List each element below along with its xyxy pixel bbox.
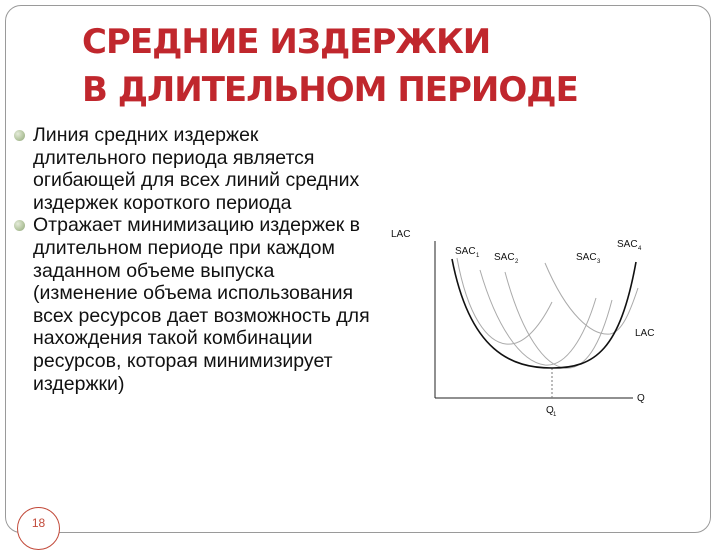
page-number-badge bbox=[17, 507, 60, 550]
sac-4-label-sub: 4 bbox=[638, 246, 642, 252]
page-number: 18 bbox=[31, 516, 46, 530]
q1-label-main: Q bbox=[546, 405, 554, 416]
y-axis-label: LAC bbox=[391, 229, 411, 240]
sac-3-curve bbox=[505, 272, 612, 368]
bullet-text: Линия средних издержек длительного периода является огибающей для всех линий средних издержек короткого периода bbox=[33, 124, 360, 214]
title-line-2: В ДЛИТЕЛЬНОМ ПЕРИОДЕ bbox=[82, 70, 578, 110]
sac-4-label-main: SAC bbox=[617, 239, 638, 250]
sac-2-label bbox=[494, 252, 519, 265]
bullet-text: Отражает минимизацию издержек в длительном периоде при каждом заданном объеме выпуска (изменение объема использования всех ресурсов дает возможность для нахождения такой комбинации ресурсов, которая минимизирует издержки) bbox=[33, 214, 370, 395]
sac-1-label-sub: 1 bbox=[476, 253, 480, 259]
lac-curve-label: LAC bbox=[635, 328, 655, 339]
sac-2-label-sub: 2 bbox=[515, 259, 519, 265]
sac-3-label-sub: 3 bbox=[597, 259, 601, 265]
sac-3-label bbox=[576, 252, 601, 265]
q1-label bbox=[546, 405, 557, 418]
x-axis-label: Q bbox=[637, 393, 645, 404]
sac-1-curve bbox=[457, 258, 552, 344]
title-line-1: СРЕДНИЕ ИЗДЕРЖКИ bbox=[82, 22, 491, 62]
sac-1-label-main: SAC bbox=[455, 246, 476, 257]
sac-1-label bbox=[455, 246, 480, 259]
q1-label-sub: 1 bbox=[553, 412, 557, 418]
sac-4-label bbox=[617, 239, 642, 252]
sac-2-label-main: SAC bbox=[494, 252, 515, 263]
sac-4-curve bbox=[545, 263, 638, 334]
sac-3-label-main: SAC bbox=[576, 252, 597, 263]
